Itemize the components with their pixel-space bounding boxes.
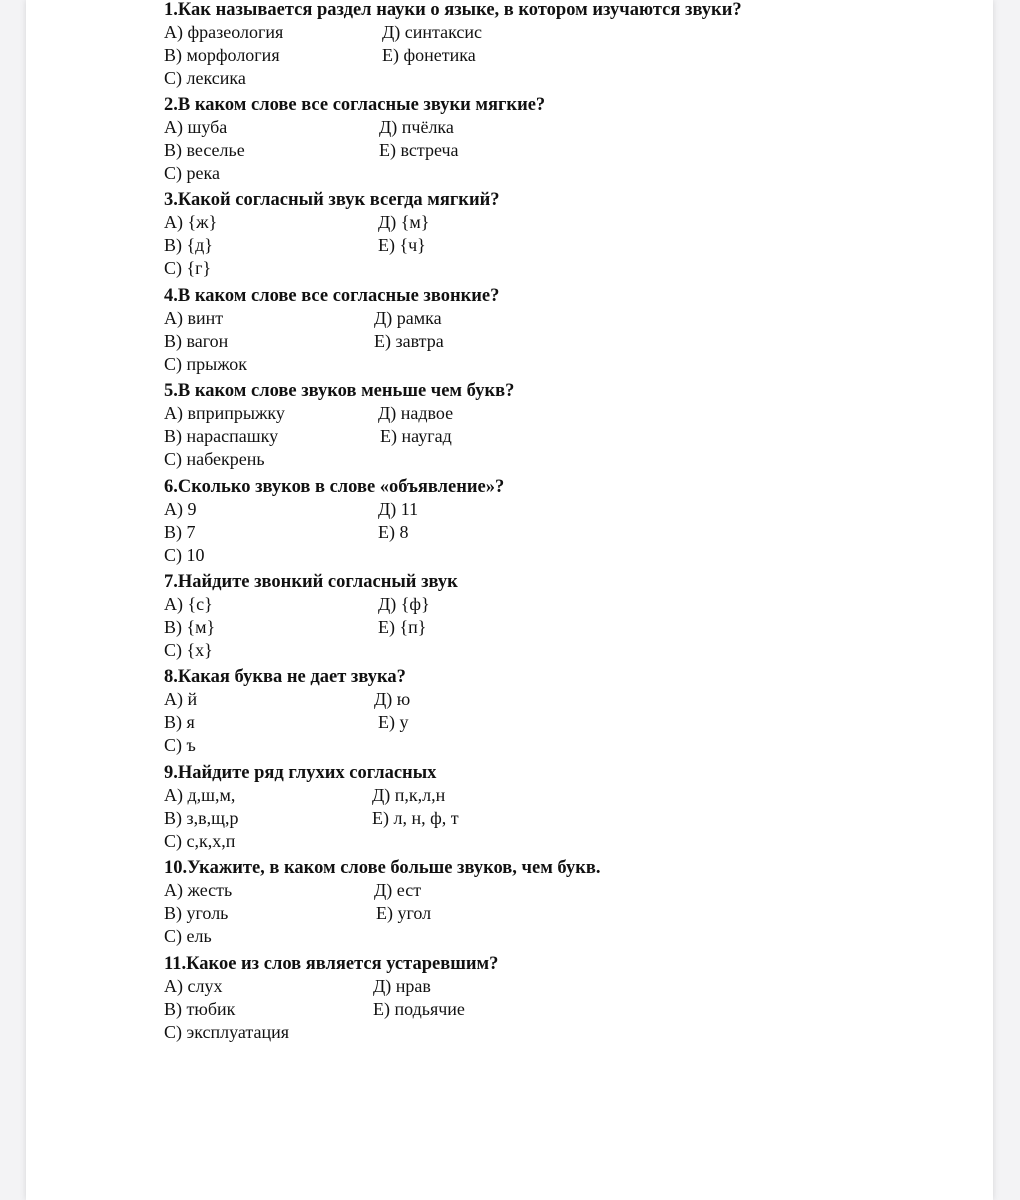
option-e: Е) 8 [378,522,409,542]
question-title: 3.Какой согласный звук всегда мягкий? [164,190,500,210]
option-d: Д) {м} [378,212,430,232]
option-d: Д) {ф} [378,594,430,614]
option-d: Д) ест [374,880,422,900]
viewer-background-left [0,0,26,1200]
option-b: В) нараспашку [164,426,279,446]
question-title: 10.Укажите, в каком слове больше звуков, чем букв. [164,858,601,878]
option-a: А) жесть [164,880,233,900]
question-2 [164,97,924,185]
option-e: Е) подьячие [373,999,465,1019]
option-d: Д) надвое [378,403,454,423]
option-b: В) вагон [164,331,229,351]
question-title: 7.Найдите звонкий согласный звук [164,572,458,592]
option-d: Д) рамка [374,308,442,328]
option-b: В) {м} [164,617,216,637]
option-a: А) д,ш,м, [164,785,236,805]
question-title: 6.Сколько звуков в слове «объявление»? [164,477,505,497]
question-6 [164,479,924,567]
option-a: А) шуба [164,117,228,137]
viewer-background-right [993,0,1020,1200]
option-a: А) {с} [164,594,213,614]
question-1 [164,2,924,90]
option-e: Е) л, н, ф, т [372,808,459,828]
option-b: В) тюбик [164,999,236,1019]
option-d: Д) синтаксис [382,22,483,42]
option-c: С) 10 [164,545,205,565]
option-d: Д) п,к,л,н [372,785,446,805]
question-9 [164,765,924,853]
option-d: Д) 11 [378,499,419,519]
option-b: В) {д} [164,235,213,255]
question-title: 11.Какое из слов является устаревшим? [164,954,499,974]
option-c: С) {х} [164,640,213,660]
option-d: Д) пчёлка [379,117,454,137]
option-c: С) набекрень [164,449,265,469]
option-d: Д) ю [374,689,411,709]
question-8 [164,669,924,757]
option-e: Е) {п} [378,617,427,637]
question-title: 4.В каком слове все согласные звонкие? [164,286,500,306]
option-e: Е) у [378,712,409,732]
question-title: 2.В каком слове все согласные звуки мягкие? [164,95,546,115]
option-a: А) винт [164,308,224,328]
question-title: 9.Найдите ряд глухих согласных [164,763,437,783]
option-a: А) вприпрыжку [164,403,285,423]
option-b: В) морфология [164,45,280,65]
option-e: Е) угол [376,903,432,923]
option-d: Д) нрав [373,976,431,996]
option-a: А) 9 [164,499,197,519]
option-e: Е) встреча [379,140,459,160]
question-7 [164,574,924,662]
question-11 [164,956,924,1044]
option-a: А) й [164,689,198,709]
option-c: С) с,к,х,п [164,831,236,851]
option-e: Е) завтра [374,331,444,351]
option-c: С) ель [164,926,212,946]
option-a: А) {ж} [164,212,218,232]
option-b: В) уголь [164,903,229,923]
question-title: 5.В каком слове звуков меньше чем букв? [164,381,515,401]
question-title: 8.Какая буква не дает звука? [164,667,406,687]
option-c: С) лексика [164,68,246,88]
question-title: 1.Как называется раздел науки о языке, в котором изучаются звуки? [164,0,742,20]
question-10 [164,860,924,948]
option-c: С) {г} [164,258,212,278]
option-b: В) веселье [164,140,245,160]
option-b: В) я [164,712,195,732]
option-b: В) з,в,щ,р [164,808,239,828]
option-b: В) 7 [164,522,196,542]
option-c: С) прыжок [164,354,247,374]
question-3 [164,192,924,280]
option-e: Е) {ч} [378,235,426,255]
option-a: А) фразеология [164,22,284,42]
option-a: А) слух [164,976,223,996]
option-c: С) эксплуатация [164,1022,290,1042]
option-c: С) река [164,163,220,183]
question-5 [164,383,924,471]
option-c: С) ъ [164,735,196,755]
option-e: Е) наугад [380,426,452,446]
question-4 [164,288,924,376]
option-e: Е) фонетика [382,45,476,65]
